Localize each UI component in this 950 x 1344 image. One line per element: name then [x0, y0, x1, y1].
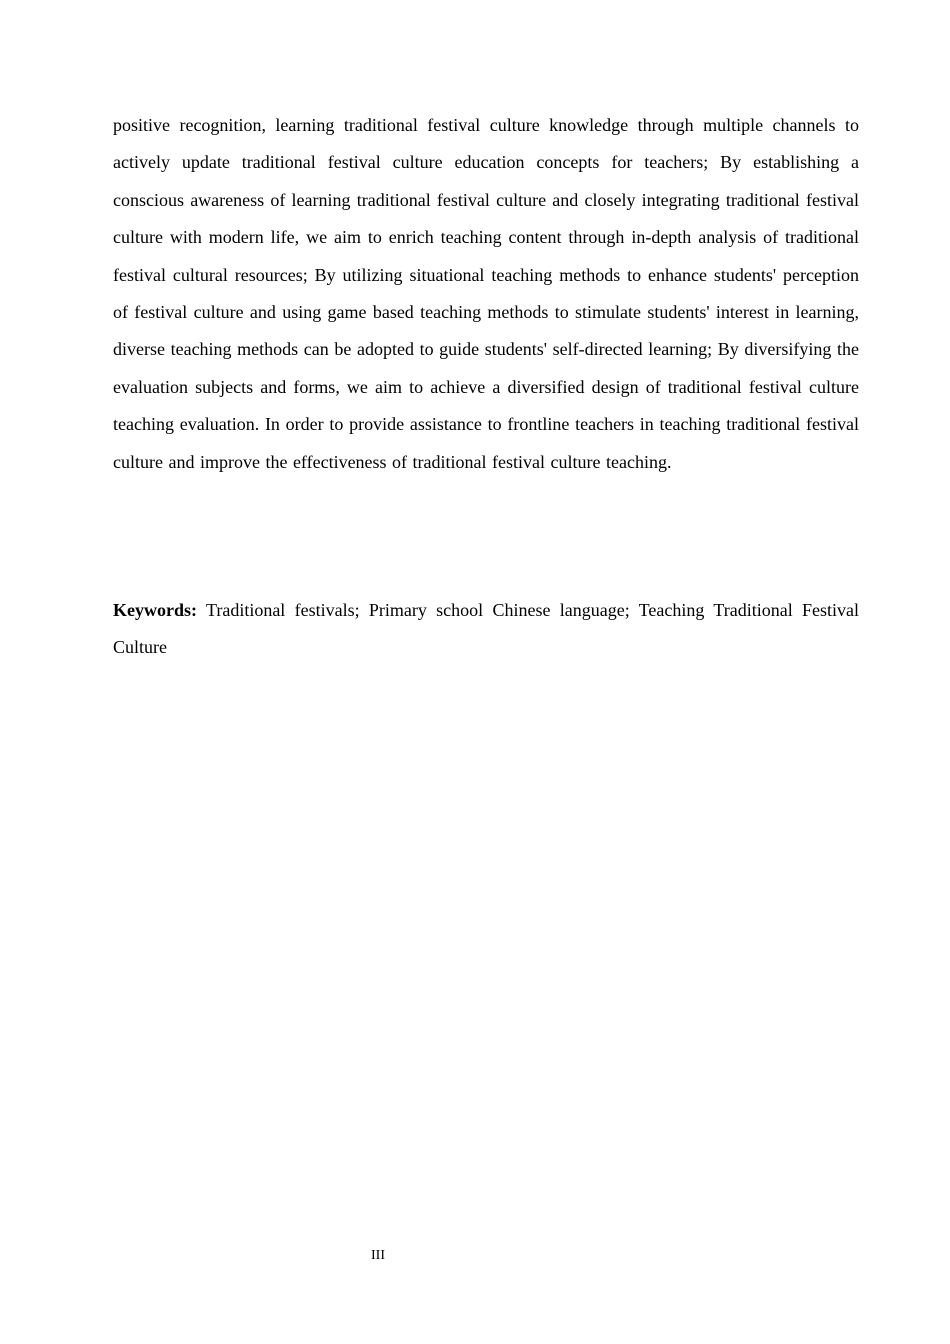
keywords-line: [113, 592, 859, 667]
abstract-paragraph: positive recognition, learning traditional festival culture knowledge through multiple channels to actively update traditional festival culture education concepts for teachers; By establishing a conscious awareness of learning traditional festival culture and closely integrating traditional festival culture with modern life, we aim to enrich teaching content through in-depth analysis of traditional festival cultural resources; By utilizing situational teaching methods to enhance students' perception of festival culture and using game based teaching methods to stimulate students' interest in learning, diverse teaching methods can be adopted to guide students' self-directed learning; By diversifying the evaluation subjects and forms, we aim to achieve a diversified design of traditional festival culture teaching evaluation. In order to provide assistance to frontline teachers in teaching traditional festival culture and improve the effectiveness of traditional festival culture teaching.: [113, 115, 859, 472]
page-number: III: [371, 1248, 385, 1263]
keywords-text: Traditional festivals; Primary school Chinese language; Teaching Traditional Festival Culture: [113, 600, 859, 658]
keywords-label: Keywords:: [113, 600, 197, 620]
